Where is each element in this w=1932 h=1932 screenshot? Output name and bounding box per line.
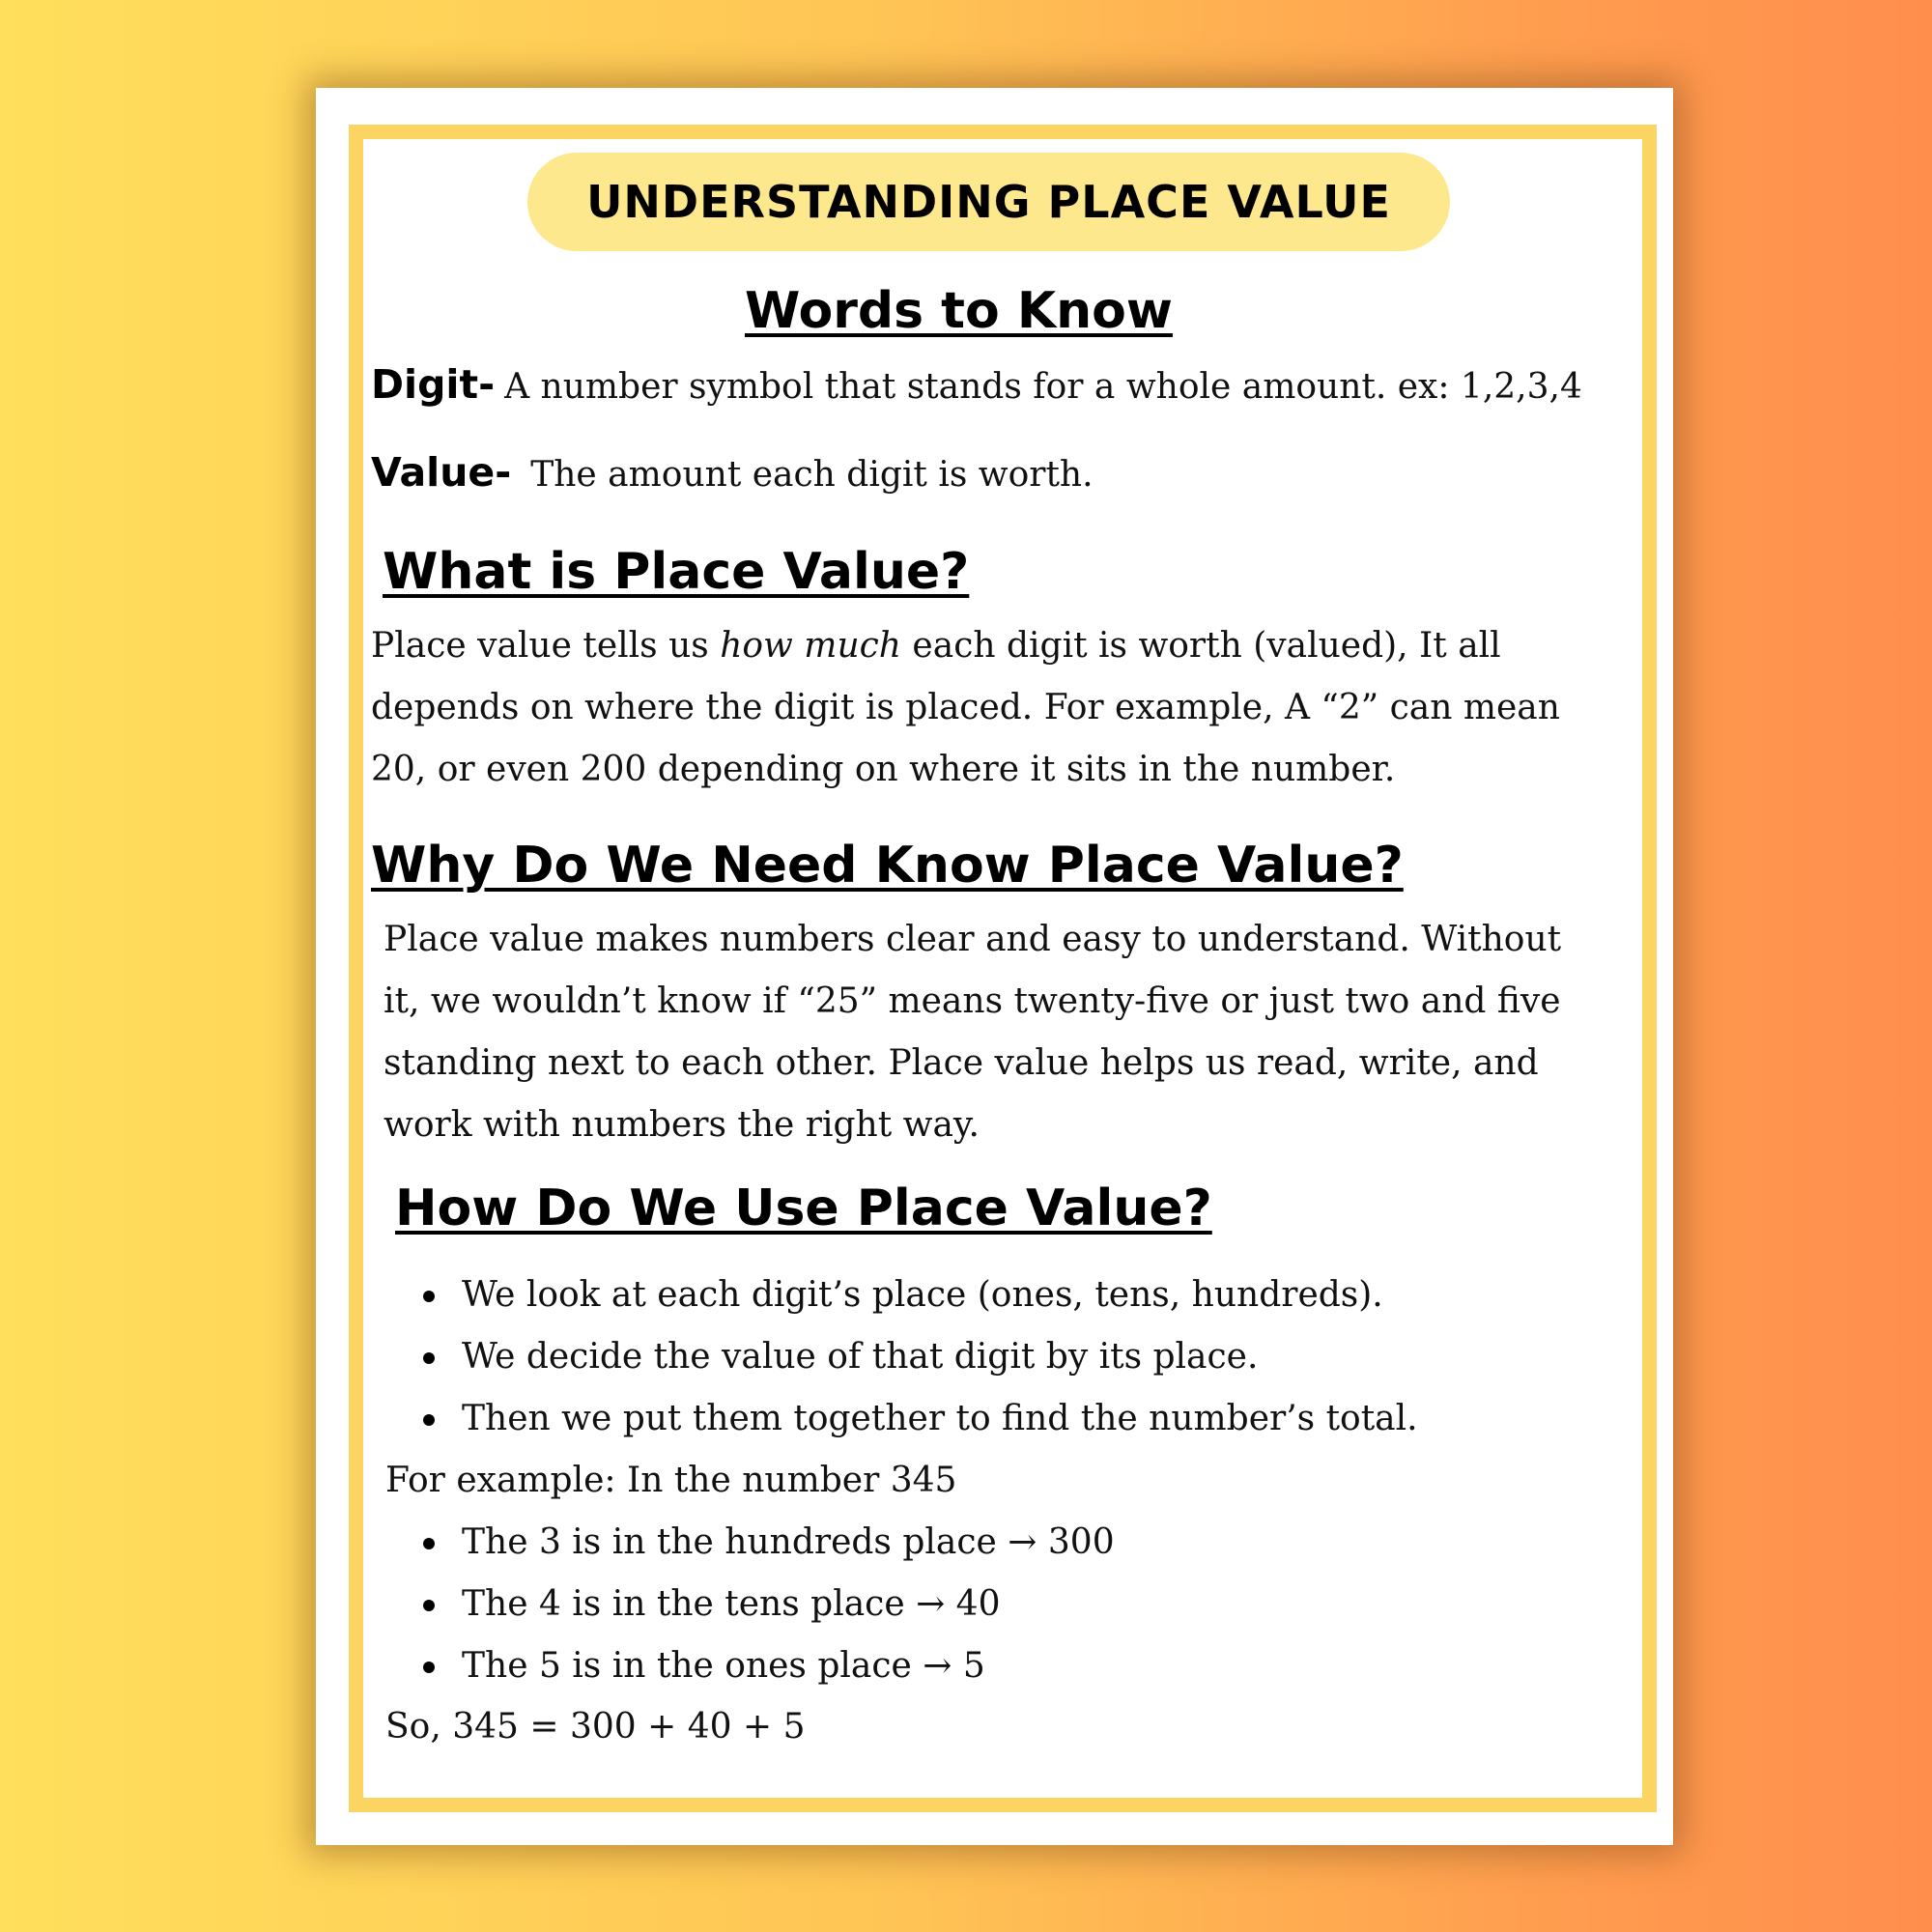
list-item <box>423 1388 1418 1450</box>
bullet-icon <box>423 1600 435 1611</box>
paragraph-line: Place value makes numbers clear and easy to understand. Without <box>384 920 1562 959</box>
list-item-text: We decide the value of that digit by its place. <box>462 1337 1259 1377</box>
paragraph-line: it, we wouldn’t know if “25” means twenty-five or just two and five <box>384 981 1561 1021</box>
worksheet-border <box>349 125 1657 1812</box>
paragraph-line: 20, or even 200 depending on where it sits in the number. <box>371 750 1396 789</box>
what-is-paragraph <box>371 615 1560 801</box>
paragraph-line <box>371 615 1560 677</box>
how-heading: How Do We Use Place Value? <box>395 1179 1212 1237</box>
example-intro: For example: In the number 345 <box>385 1461 957 1500</box>
text-run: each digit is worth (valued), It all <box>900 626 1501 666</box>
term-label: Digit- <box>371 361 496 408</box>
words-to-know-heading: Words to Know <box>745 282 1173 340</box>
bullet-icon <box>423 1662 435 1673</box>
why-paragraph <box>384 909 1561 1156</box>
term-digit <box>371 361 1582 408</box>
what-is-heading: What is Place Value? <box>383 543 970 601</box>
list-item <box>423 1326 1418 1388</box>
list-item <box>423 1635 1115 1697</box>
title-banner <box>527 153 1450 251</box>
example-list <box>423 1512 1115 1697</box>
term-label: Value- <box>371 449 512 496</box>
bullet-icon <box>423 1538 435 1549</box>
bullet-icon <box>423 1352 435 1364</box>
term-definition: The amount each digit is worth. <box>530 455 1094 495</box>
list-item <box>423 1512 1115 1574</box>
why-heading: Why Do We Need Know Place Value? <box>371 837 1404 895</box>
list-item-text: The 5 is in the ones place → 5 <box>462 1646 985 1686</box>
term-value <box>371 449 1094 496</box>
term-definition: A number symbol that stands for a whole amount. ex: 1,2,3,4 <box>504 367 1582 407</box>
example-conclusion: So, 345 = 300 + 40 + 5 <box>385 1707 806 1747</box>
bullet-icon <box>423 1291 435 1302</box>
list-item <box>423 1574 1115 1635</box>
paragraph-line: standing next to each other. Place value helps us read, write, and <box>384 1043 1539 1083</box>
list-item-text: The 4 is in the tens place → 40 <box>462 1584 1001 1624</box>
bullet-icon <box>423 1414 435 1426</box>
worksheet-page <box>316 88 1673 1845</box>
list-item-text: We look at each digit’s place (ones, tens, hundreds). <box>462 1275 1383 1315</box>
steps-list <box>423 1264 1418 1450</box>
paragraph-line: depends on where the digit is placed. For example, A “2” can mean <box>371 688 1560 727</box>
text-run: Place value tells us <box>371 626 721 666</box>
paragraph-line: work with numbers the right way. <box>384 1105 980 1145</box>
list-item-text: The 3 is in the hundreds place → 300 <box>462 1522 1115 1562</box>
list-item <box>423 1264 1418 1326</box>
page-title: UNDERSTANDING PLACE VALUE <box>586 176 1391 228</box>
list-item-text: Then we put them together to find the number’s total. <box>462 1399 1418 1438</box>
emphasis-text: how much <box>720 626 901 666</box>
